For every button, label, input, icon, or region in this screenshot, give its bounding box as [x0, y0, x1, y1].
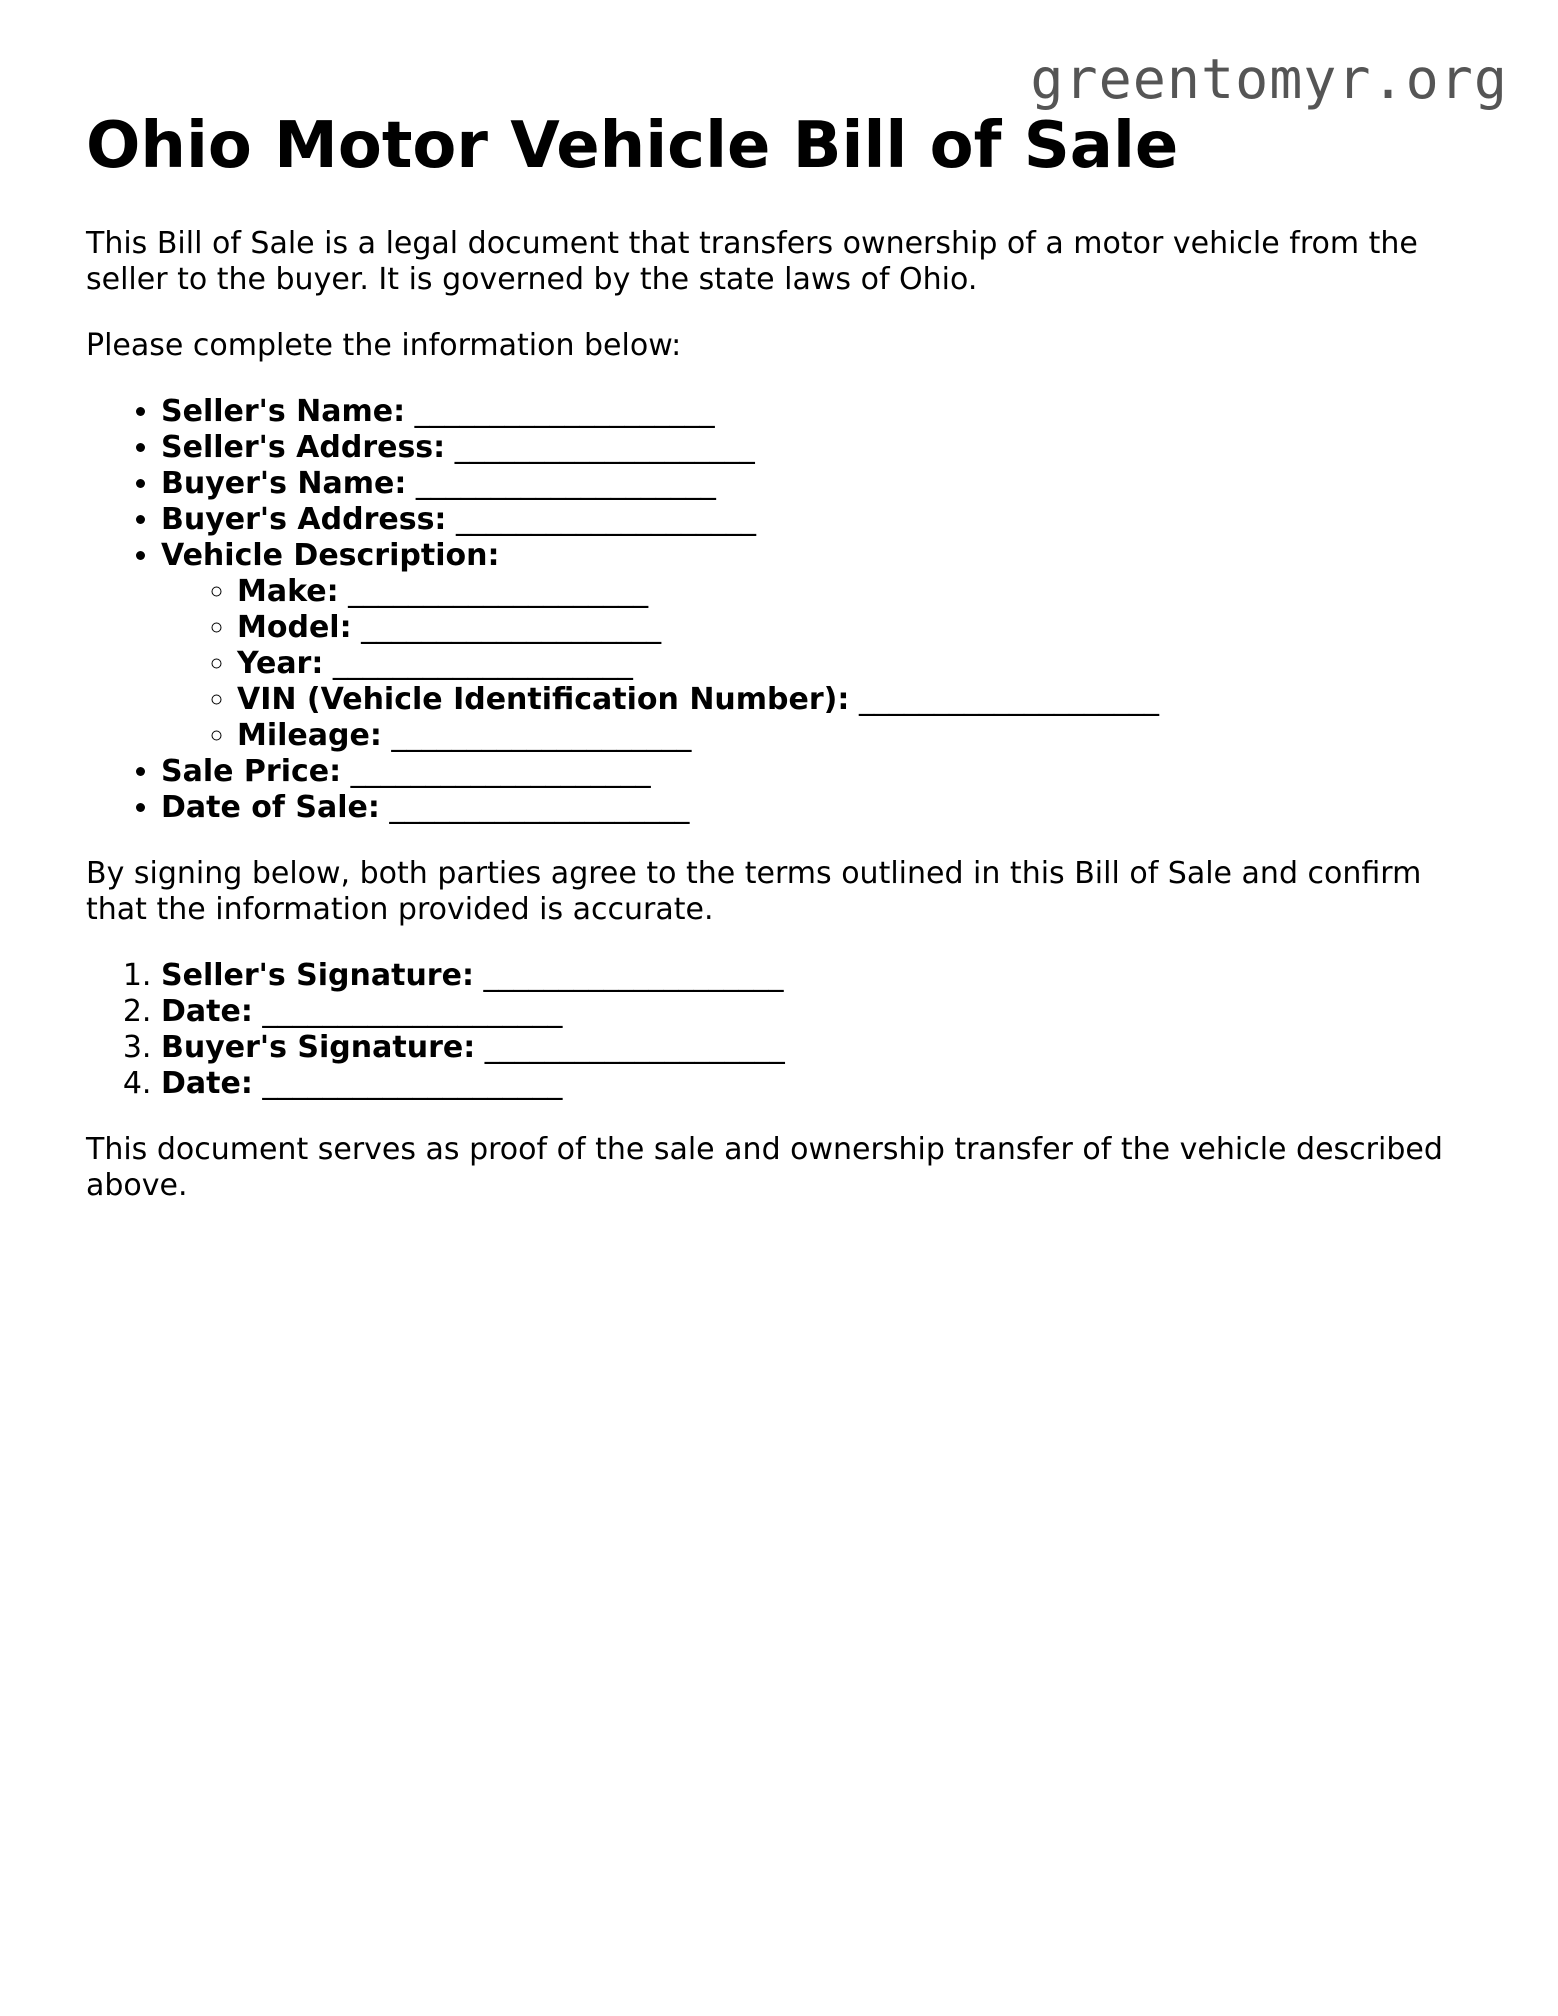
- closing-paragraph: This document serves as proof of the sale and ownership transfer of the vehicle described above.: [86, 1131, 1443, 1203]
- signature-list: [86, 958, 1486, 1102]
- list-item-date-of-sale: [161, 790, 1486, 826]
- field-label-make: Make:: [237, 573, 339, 609]
- blank-line-year[interactable]: ____________________: [332, 645, 633, 681]
- field-label-year: Year:: [237, 645, 324, 681]
- list-item-seller-name: [161, 394, 1486, 430]
- list-item-mileage: [237, 718, 1486, 754]
- field-label-seller-address: Seller's Address:: [161, 429, 446, 465]
- blank-line-seller-name[interactable]: ____________________: [414, 393, 715, 429]
- list-item-model: [237, 610, 1486, 646]
- blank-line-seller-address[interactable]: ____________________: [454, 429, 755, 465]
- list-item-vin: [237, 682, 1486, 718]
- list-item-vehicle-description: [161, 538, 1486, 754]
- page-title: Ohio Motor Vehicle Bill of Sale: [86, 109, 1179, 183]
- field-label-seller-signature: Seller's Signature:: [161, 957, 474, 993]
- field-label-seller-date: Date:: [161, 993, 253, 1029]
- instruction-paragraph: Please complete the information below:: [86, 327, 682, 363]
- field-label-mileage: Mileage:: [237, 717, 382, 753]
- list-item-seller-signature: [161, 958, 1486, 994]
- field-label-seller-name: Seller's Name:: [161, 393, 406, 429]
- field-label-model: Model:: [237, 609, 352, 645]
- blank-line-vin[interactable]: ____________________: [858, 681, 1159, 717]
- list-item-buyer-signature: [161, 1030, 1486, 1066]
- blank-line-seller-date[interactable]: ____________________: [262, 993, 563, 1029]
- list-item-seller-date: [161, 994, 1486, 1030]
- blank-line-buyer-date[interactable]: ____________________: [262, 1065, 563, 1101]
- blank-line-model[interactable]: ____________________: [361, 609, 662, 645]
- blank-line-sale-price[interactable]: ____________________: [350, 753, 651, 789]
- field-label-buyer-name: Buyer's Name:: [161, 465, 407, 501]
- field-label-vin: VIN (Vehicle Identification Number):: [237, 681, 850, 717]
- blank-line-buyer-signature[interactable]: ____________________: [484, 1029, 785, 1065]
- field-label-buyer-address: Buyer's Address:: [161, 501, 447, 537]
- list-item-buyer-name: [161, 466, 1486, 502]
- field-label-sale-price: Sale Price:: [161, 753, 342, 789]
- agreement-paragraph: By signing below, both parties agree to the terms outlined in this Bill of Sale and confirm that the information provided is accurate.: [86, 855, 1422, 927]
- document-page: [86, 110, 1486, 1234]
- field-label-vehicle-description: Vehicle Description:: [161, 537, 500, 573]
- list-item-buyer-date: [161, 1066, 1486, 1102]
- vehicle-details-list: [161, 574, 1486, 754]
- field-label-buyer-signature: Buyer's Signature:: [161, 1029, 476, 1065]
- field-label-buyer-date: Date:: [161, 1065, 253, 1101]
- list-item-seller-address: [161, 430, 1486, 466]
- list-item-sale-price: [161, 754, 1486, 790]
- blank-line-buyer-address[interactable]: ____________________: [455, 501, 756, 537]
- watermark: greentomyr.org: [1030, 47, 1508, 111]
- blank-line-seller-signature[interactable]: ____________________: [483, 957, 784, 993]
- list-item-year: [237, 646, 1486, 682]
- list-item-make: [237, 574, 1486, 610]
- field-label-date-of-sale: Date of Sale:: [161, 789, 380, 825]
- blank-line-make[interactable]: ____________________: [348, 573, 649, 609]
- blank-line-date-of-sale[interactable]: ____________________: [389, 789, 690, 825]
- blank-line-mileage[interactable]: ____________________: [391, 717, 692, 753]
- blank-line-buyer-name[interactable]: ____________________: [415, 465, 716, 501]
- information-fields-list: [86, 394, 1486, 826]
- intro-paragraph: This Bill of Sale is a legal document that transfers ownership of a motor vehicle from the seller to the buyer. It is governed by the state laws of Ohio.: [86, 225, 1418, 297]
- list-item-buyer-address: [161, 502, 1486, 538]
